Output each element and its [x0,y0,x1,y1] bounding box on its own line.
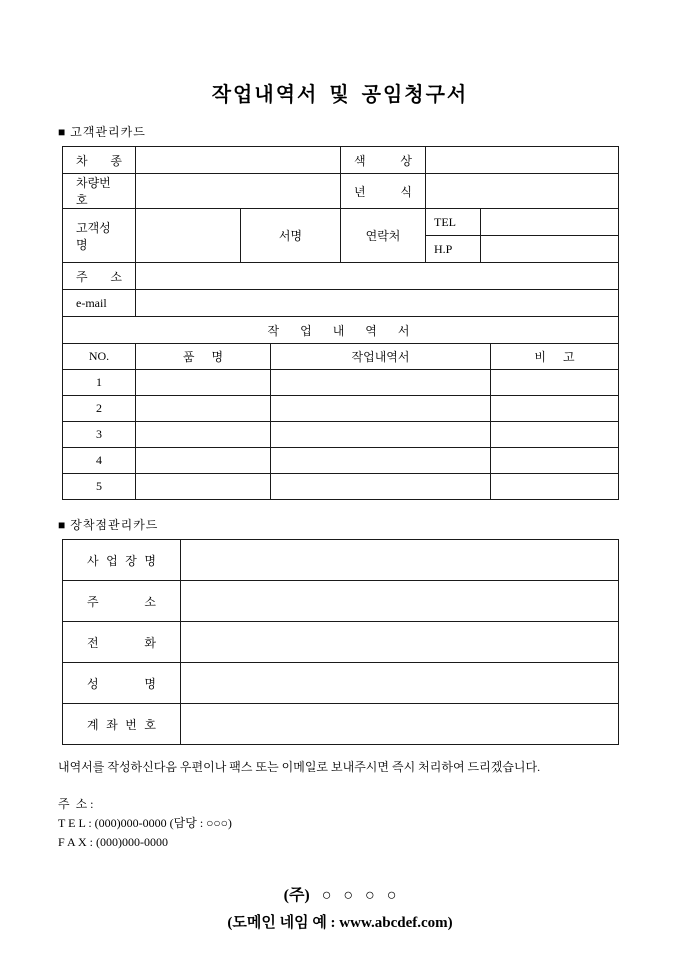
shop-address-label: 주 소 [63,581,181,622]
customer-name-label: 고객성명 [63,209,136,263]
name-value [181,663,619,704]
customer-card-table [62,146,619,500]
phone-label: 전 화 [63,622,181,663]
item-name-cell [136,422,271,448]
car-number-label: 차량번호 [63,174,136,209]
work-item-row [63,396,619,422]
item-name-cell [136,370,271,396]
item-name-cell [136,448,271,474]
work-item-row [63,370,619,396]
row-number: 5 [63,474,136,500]
email-label: e-mail [63,290,136,317]
item-name-cell [136,396,271,422]
page-title: 작업내역서 및 공임청구서 [211,84,469,106]
footer-address-line: 주 소 : [58,797,94,811]
tel-value [481,209,619,236]
year-value [426,174,619,209]
customer-name-value [136,209,241,263]
email-value [136,290,619,317]
shop-address-value [181,581,619,622]
col-header-note: 비 고 [491,344,619,370]
footer-fax-line: F A X : (000)000-0000 [58,835,169,849]
phone-value [181,622,619,663]
hp-value [481,236,619,263]
work-items-title: 작 업 내 역 서 [63,317,619,344]
row-number: 2 [63,396,136,422]
work-item-row [63,474,619,500]
address-value [136,263,619,290]
domain-example: (도메인 네임 예 : www.abcdef.com) [227,915,453,931]
row-number: 3 [63,422,136,448]
section-header-customer-card: ■ 고객관리카드 [58,125,146,139]
col-header-item: 품 명 [136,344,271,370]
note-cell [491,474,619,500]
row-number: 4 [63,448,136,474]
row-number: 1 [63,370,136,396]
name-label: 성 명 [63,663,181,704]
work-detail-cell [271,370,491,396]
tel-label: TEL [426,209,481,236]
note-cell [491,422,619,448]
work-detail-cell [271,474,491,500]
business-name-value [181,540,619,581]
contact-label: 연락처 [341,209,426,263]
address-label: 주 소 [63,263,136,290]
note-cell [491,448,619,474]
work-item-row [63,422,619,448]
account-number-value [181,704,619,745]
color-label: 색 상 [341,147,426,174]
item-name-cell [136,474,271,500]
hp-label: H.P [426,236,481,263]
section-header-shop-card: ■ 장착점관리카드 [58,518,159,532]
instruction-note: 내역서를 작성하신다음 우편이나 팩스 또는 이메일로 보내주시면 즉시 처리하여 드리겠습니다. [58,760,541,774]
work-item-row [63,448,619,474]
account-number-label: 계 좌 번 호 [63,704,181,745]
footer-tel-line: T E L : (000)000-0000 (담당 : ○○○) [58,816,232,830]
shop-card-table [62,539,619,745]
note-cell [491,396,619,422]
car-number-value [136,174,341,209]
work-detail-cell [271,396,491,422]
company-name: (주) ○ ○ ○ ○ [283,887,397,904]
year-label: 년 식 [341,174,426,209]
col-header-no: NO. [63,344,136,370]
work-detail-cell [271,422,491,448]
col-header-detail: 작업내역서 [271,344,491,370]
work-detail-cell [271,448,491,474]
signature-label: 서명 [241,209,341,263]
business-name-label: 사 업 장 명 [63,540,181,581]
car-type-label: 차 종 [63,147,136,174]
color-value [426,147,619,174]
note-cell [491,370,619,396]
car-type-value [136,147,341,174]
